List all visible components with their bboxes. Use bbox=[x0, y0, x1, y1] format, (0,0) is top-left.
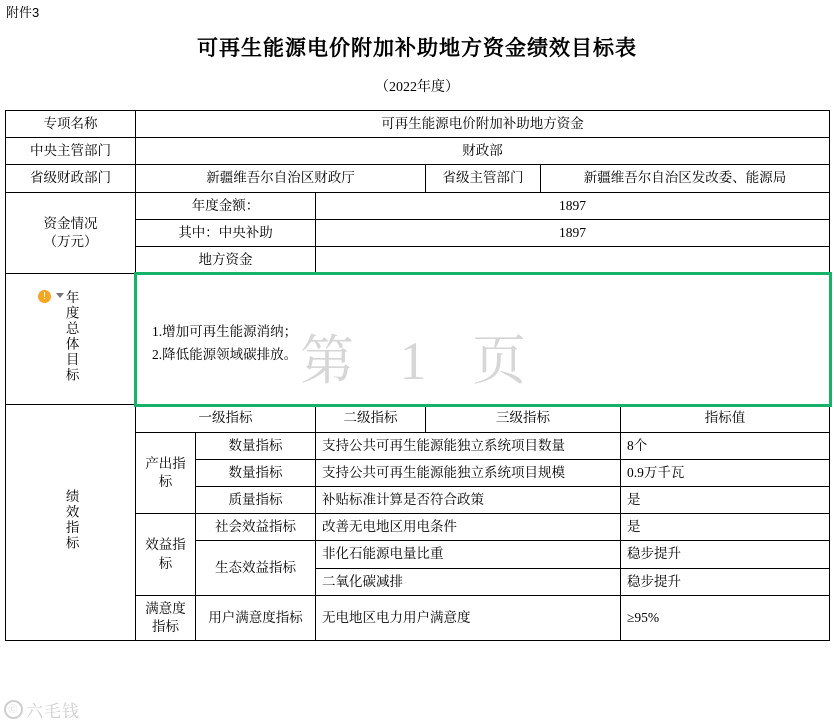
perf-val-3: 是 bbox=[621, 514, 830, 541]
perf-l1-benefit: 效益指标 bbox=[136, 514, 196, 596]
table-row-central-dept bbox=[6, 138, 830, 165]
funds-row-name-2: 地方资金 bbox=[136, 247, 316, 274]
provincial-dept-value: 新疆维吾尔自治区发改委、能源局 bbox=[541, 165, 830, 192]
funds-label-line2: （万元） bbox=[43, 233, 98, 249]
perf-l3-4: 非化石能源电量比重 bbox=[316, 541, 621, 568]
provincial-finance-label: 省级财政部门 bbox=[6, 165, 136, 192]
central-dept-label: 中央主管部门 bbox=[6, 138, 136, 165]
perf-val-2: 是 bbox=[621, 486, 830, 513]
perf-val-4: 稳步提升 bbox=[621, 541, 830, 568]
annual-goal-label: 年度总体目标 bbox=[6, 274, 136, 405]
perf-l2-6: 用户满意度指标 bbox=[196, 595, 316, 640]
chevron-down-icon[interactable] bbox=[56, 293, 64, 298]
perf-l3-6: 无电地区电力用户满意度 bbox=[316, 595, 621, 640]
perf-l3-3: 改善无电地区用电条件 bbox=[316, 514, 621, 541]
perf-l2-3: 社会效益指标 bbox=[196, 514, 316, 541]
table-row-annual-goal bbox=[6, 274, 830, 405]
annual-goal-value[interactable] bbox=[136, 274, 830, 405]
perf-val-6: ≥95% bbox=[621, 595, 830, 640]
provincial-finance-value: 新疆维吾尔自治区财政厅 bbox=[136, 165, 426, 192]
performance-label: 绩效指标 bbox=[6, 405, 136, 641]
perf-val-0: 8个 bbox=[621, 432, 830, 459]
copyright-icon: Ⓒ bbox=[4, 700, 23, 719]
perf-l2-0: 数量指标 bbox=[196, 432, 316, 459]
perf-l3-5: 二氧化碳减排 bbox=[316, 568, 621, 595]
perf-l2-2: 质量指标 bbox=[196, 486, 316, 513]
page-watermark: 第 1 页 bbox=[300, 331, 542, 391]
funds-row-name-0: 年度金额： bbox=[136, 192, 316, 219]
perf-l3-0: 支持公共可再生能源能独立系统项目数量 bbox=[316, 432, 621, 459]
table-row-provincial-dept bbox=[6, 165, 830, 192]
central-dept-value: 财政部 bbox=[136, 138, 830, 165]
funds-row-value-1: 1897 bbox=[316, 219, 830, 246]
perf-val-5: 稳步提升 bbox=[621, 568, 830, 595]
perf-l2-4: 生态效益指标 bbox=[196, 541, 316, 595]
perf-col-header-2: 三级指标 bbox=[426, 405, 621, 432]
perf-l3-1: 支持公共可再生能源能独立系统项目规模 bbox=[316, 459, 621, 486]
annual-goal-line-2: 2.降低能源领域碳排放。 bbox=[152, 347, 298, 363]
performance-target-table bbox=[5, 110, 830, 641]
program-name-label: 专项名称 bbox=[6, 111, 136, 138]
perf-l3-2: 补贴标准计算是否符合政策 bbox=[316, 486, 621, 513]
program-name-value: 可再生能源电价附加补助地方资金 bbox=[136, 111, 830, 138]
page-title: 可再生能源电价附加补助地方资金绩效目标表 bbox=[197, 36, 637, 60]
perf-l1-satisfaction: 满意度指标 bbox=[136, 595, 196, 640]
site-watermark bbox=[4, 697, 80, 722]
funds-row-value-2 bbox=[316, 247, 830, 274]
site-watermark-text: 六毛钱 bbox=[26, 702, 80, 721]
provincial-dept-label: 省级主管部门 bbox=[426, 165, 541, 192]
funds-label bbox=[6, 192, 136, 274]
perf-l2-1: 数量指标 bbox=[196, 459, 316, 486]
table-row-funds-1 bbox=[6, 192, 830, 219]
table-row-program-name bbox=[6, 111, 830, 138]
perf-col-header-3: 指标值 bbox=[621, 405, 830, 432]
warning-badge[interactable]: ! bbox=[38, 290, 51, 303]
perf-l1-output: 产出指标 bbox=[136, 432, 196, 514]
funds-row-name-1: 其中：中央补助 bbox=[136, 219, 316, 246]
annual-goal-line-1: 1.增加可再生能源消纳； bbox=[152, 324, 298, 340]
perf-col-header-0: 一级指标 bbox=[136, 405, 316, 432]
page-subtitle: （2022年度） bbox=[375, 80, 459, 95]
funds-row-value-0: 1897 bbox=[316, 192, 830, 219]
perf-col-header-1: 二级指标 bbox=[316, 405, 426, 432]
attachment-label: 附件3 bbox=[6, 5, 40, 20]
table-row-perf-header bbox=[6, 405, 830, 432]
perf-val-1: 0.9万千瓦 bbox=[621, 459, 830, 486]
document-body bbox=[5, 20, 829, 641]
funds-label-line1: 资金情况 bbox=[43, 215, 98, 231]
